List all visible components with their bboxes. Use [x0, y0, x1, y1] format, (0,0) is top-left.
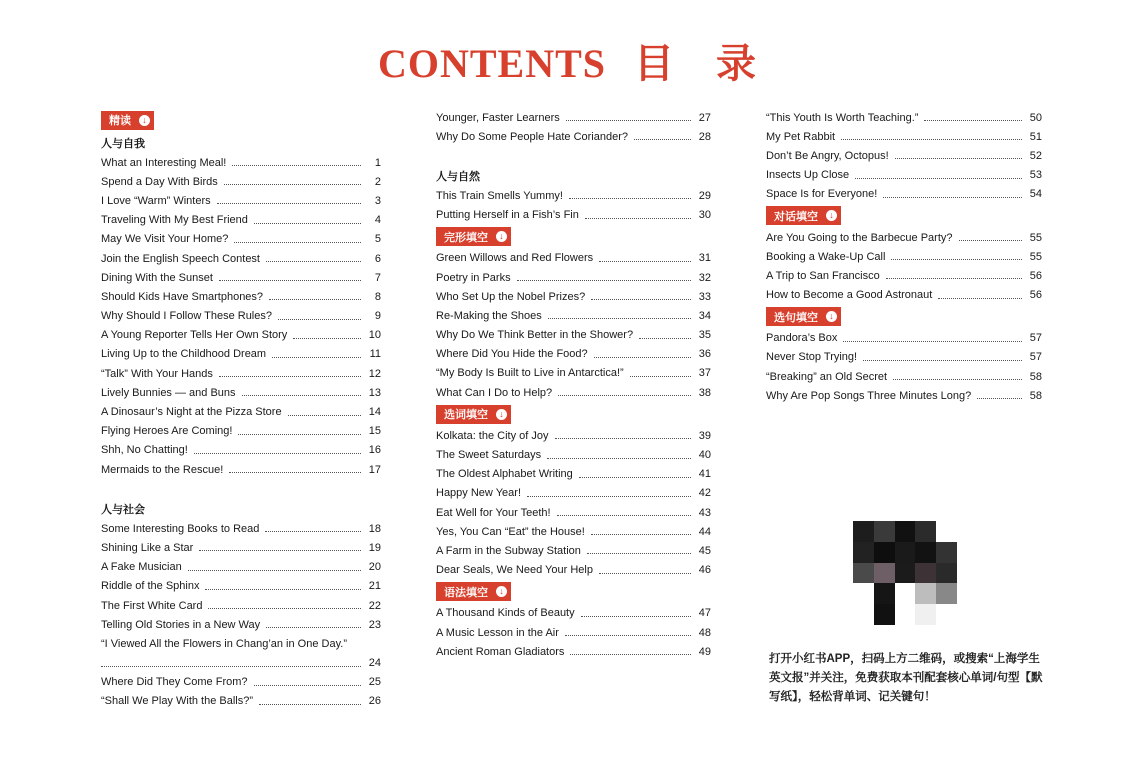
toc-entry[interactable]	[436, 326, 711, 345]
title-en: CONTENTS	[377, 41, 607, 86]
toc-entry-page: 10	[368, 329, 381, 342]
toc-entry-page: 2	[374, 175, 381, 188]
toc-column-1	[101, 108, 381, 711]
toc-entry[interactable]	[766, 166, 1042, 185]
section-badge-label	[766, 206, 841, 225]
section-badge-label	[436, 227, 511, 246]
toc-entry-page: 58	[1029, 389, 1042, 402]
toc-entry-page: 57	[1029, 351, 1042, 364]
toc-entry-title: Ancient Roman Gladiators	[436, 645, 565, 658]
toc-entry[interactable]	[101, 249, 381, 268]
toc-entry-title: Some Interesting Books to Read	[101, 522, 260, 535]
toc-entry-title: Telling Old Stories in a New Way	[101, 618, 261, 631]
dot-leader	[188, 570, 361, 571]
toc-entry[interactable]	[766, 348, 1042, 367]
toc-entry[interactable]	[101, 615, 381, 634]
toc-entry-page: 57	[1029, 332, 1042, 345]
toc-entry[interactable]	[766, 266, 1042, 285]
dot-leader	[547, 458, 691, 459]
toc-entry[interactable]	[766, 108, 1042, 127]
toc-entry-page: 3	[374, 194, 381, 207]
dot-leader	[199, 550, 361, 551]
dot-leader	[254, 685, 361, 686]
dot-leader	[895, 158, 1022, 159]
toc-entry-title: Traveling With My Best Friend	[101, 214, 248, 227]
toc-entry-title: What an Interesting Meal!	[101, 156, 227, 169]
toc-entry[interactable]	[766, 247, 1042, 266]
toc-entry-page: 22	[368, 599, 381, 612]
section-badge	[766, 305, 1042, 329]
dot-leader	[272, 357, 361, 358]
toc-entry-page: 38	[698, 386, 711, 399]
dot-leader	[266, 261, 361, 262]
toc-entry[interactable]	[101, 519, 381, 538]
toc-entry[interactable]	[101, 538, 381, 557]
toc-entry-title: Join the English Speech Contest	[101, 252, 260, 265]
dot-leader	[293, 338, 361, 339]
toc-entry-page: 45	[698, 544, 711, 557]
toc-entry-page: 34	[698, 309, 711, 322]
toc-entry[interactable]	[436, 465, 711, 484]
toc-entry[interactable]	[436, 206, 711, 225]
dot-leader	[893, 379, 1022, 380]
toc-entry[interactable]	[766, 185, 1042, 204]
toc-entry[interactable]	[436, 186, 711, 205]
toc-entry-title: Why Do We Think Better in the Shower?	[436, 329, 634, 342]
toc-entry-title: Shh, No Chatting!	[101, 444, 188, 457]
dot-leader	[269, 299, 361, 300]
section-badge-text: 语法填空	[444, 586, 488, 599]
title-cn: 目 录	[634, 41, 773, 86]
toc-entry-page: 27	[698, 111, 711, 124]
toc-entry[interactable]	[101, 287, 381, 306]
toc-entry-title: Where Did You Hide the Food?	[436, 348, 588, 361]
section-badge-text: 完形填空	[444, 231, 488, 244]
toc-entry[interactable]	[101, 326, 381, 345]
toc-entry-page: 41	[698, 468, 711, 481]
toc-entry[interactable]	[766, 228, 1042, 247]
toc-entry-title: “This Youth Is Worth Teaching.”	[766, 111, 919, 124]
toc-entry[interactable]	[101, 307, 381, 326]
toc-entry-page: 5	[374, 233, 381, 246]
toc-entry-page: 51	[1029, 130, 1042, 143]
toc-entry[interactable]	[101, 383, 381, 402]
dot-leader	[639, 338, 691, 339]
section-badge-label	[436, 405, 511, 424]
toc-entry-page: 18	[368, 522, 381, 535]
dot-leader	[548, 318, 691, 319]
toc-entry-title: Riddle of the Sphinx	[101, 580, 200, 593]
spacer	[436, 146, 711, 165]
toc-entry-page: 55	[1029, 250, 1042, 263]
toc-entry-title: A Music Lesson in the Air	[436, 626, 559, 639]
dot-leader	[569, 198, 691, 199]
toc-entry[interactable]	[436, 503, 711, 522]
dot-leader	[566, 120, 691, 121]
toc-entry[interactable]	[436, 127, 711, 146]
toc-entry-title: Happy New Year!	[436, 487, 521, 500]
toc-entry-page: 15	[368, 425, 381, 438]
dot-leader	[591, 299, 691, 300]
toc-entry[interactable]	[436, 604, 711, 623]
toc-entry[interactable]	[101, 596, 381, 615]
toc-entry[interactable]	[436, 268, 711, 287]
toc-entry[interactable]	[101, 402, 381, 421]
toc-entry-page: 19	[368, 541, 381, 554]
section-badge-label	[436, 582, 511, 601]
toc-entry-page: 6	[374, 252, 381, 265]
toc-entry[interactable]	[766, 386, 1042, 405]
toc-entry-page: 30	[698, 209, 711, 222]
toc-entry-page: 35	[698, 329, 711, 342]
toc-entry-title: Lively Bunnies — and Buns	[101, 386, 236, 399]
toc-entry-page: 37	[698, 367, 711, 380]
toc-entry-title: Are You Going to the Barbecue Party?	[766, 231, 953, 244]
toc-entry-title: How to Become a Good Astronaut	[766, 289, 933, 302]
toc-entry[interactable]	[101, 673, 381, 692]
toc-entry-title: Insects Up Close	[766, 169, 850, 182]
toc-entry[interactable]	[101, 654, 381, 673]
toc-entry-page: 16	[368, 444, 381, 457]
toc-entry[interactable]	[766, 286, 1042, 305]
toc-entry-title: Poetry in Parks	[436, 271, 511, 284]
toc-entry[interactable]	[436, 484, 711, 503]
toc-entry-page: 47	[698, 607, 711, 620]
toc-entry-page: 4	[374, 214, 381, 227]
section-badge-text: 选词填空	[444, 409, 488, 422]
toc-entry-page: 46	[698, 564, 711, 577]
toc-entry[interactable]	[766, 367, 1042, 386]
toc-entry-title: Yes, You Can “Eat” the House!	[436, 525, 585, 538]
dot-leader	[242, 395, 361, 396]
toc-column-3	[766, 108, 1042, 405]
dot-leader	[883, 197, 1022, 198]
toc-entry[interactable]	[436, 522, 711, 541]
toc-entry[interactable]	[101, 692, 381, 711]
section-badge	[101, 108, 381, 132]
dot-leader	[558, 395, 691, 396]
toc-entry-title: The Sweet Saturdays	[436, 449, 542, 462]
dot-leader	[599, 261, 691, 262]
toc-entry-page: 20	[368, 561, 381, 574]
section-badge-text: 对话填空	[774, 210, 818, 223]
toc-entry[interactable]	[766, 127, 1042, 146]
qr-caption: 打开小红书APP，扫码上方二维码，或搜索“上海学生英文报”并关注，免费获取本刊配套核心单词/句型【默写纸】，轻松背单词、记关键句！	[769, 653, 1043, 703]
toc-entry-title: Who Set Up the Nobel Prizes?	[436, 290, 586, 303]
toc-entry[interactable]	[101, 634, 381, 653]
arrow-down-icon: ↓	[496, 231, 507, 242]
toc-entry-title: Mermaids to the Rescue!	[101, 463, 224, 476]
toc-entry-title: “Shall We Play With the Balls?”	[101, 695, 254, 708]
toc-entry-title: My Pet Rabbit	[766, 130, 836, 143]
dot-leader	[938, 298, 1022, 299]
toc-entry-title: This Train Smells Yummy!	[436, 189, 563, 202]
toc-entry-title: A Thousand Kinds of Beauty	[436, 607, 575, 620]
toc-entry-title: Flying Heroes Are Coming!	[101, 425, 233, 438]
toc-entry-title: What Can I Do to Help?	[436, 386, 553, 399]
toc-entry[interactable]	[101, 211, 381, 230]
category-heading: 人与社会	[101, 503, 145, 516]
dot-leader	[229, 472, 361, 473]
dot-leader	[278, 319, 361, 320]
dot-leader	[959, 240, 1022, 241]
toc-entry[interactable]	[436, 623, 711, 642]
dot-leader	[234, 242, 361, 243]
toc-entry[interactable]	[766, 146, 1042, 165]
toc-entry[interactable]	[436, 345, 711, 364]
dot-leader	[265, 531, 361, 532]
dot-leader	[208, 608, 361, 609]
toc-entry-title: Eat Well for Your Teeth!	[436, 506, 551, 519]
toc-column-2	[436, 108, 711, 661]
toc-entry-title: Dining With the Sunset	[101, 271, 213, 284]
category-heading: 人与自然	[436, 170, 480, 183]
toc-entry-title: Shining Like a Star	[101, 541, 194, 554]
toc-entry[interactable]	[436, 108, 711, 127]
toc-entry-page: 43	[698, 506, 711, 519]
toc-entry-title: Pandora’s Box	[766, 332, 838, 345]
toc-entry-page: 28	[698, 130, 711, 143]
toc-entry-page: 11	[369, 348, 381, 361]
toc-entry-page: 1	[374, 156, 381, 169]
toc-entry-page: 56	[1029, 289, 1042, 302]
toc-entry[interactable]	[436, 445, 711, 464]
toc-entry[interactable]	[436, 383, 711, 402]
category-heading: 人与自我	[101, 137, 145, 150]
dot-leader	[630, 376, 691, 377]
toc-entry-page: 55	[1029, 231, 1042, 244]
toc-entry-page: 33	[698, 290, 711, 303]
toc-entry[interactable]	[436, 287, 711, 306]
dot-leader	[557, 515, 691, 516]
toc-entry-title: Re-Making the Shoes	[436, 309, 542, 322]
toc-entry-title: A Dinosaur’s Night at the Pizza Store	[101, 406, 282, 419]
dot-leader	[527, 496, 691, 497]
toc-entry-page: 56	[1029, 269, 1042, 282]
section-badge	[436, 580, 711, 604]
toc-entry-page: 8	[374, 290, 381, 303]
arrow-down-icon: ↓	[826, 311, 837, 322]
dot-leader	[570, 654, 691, 655]
dot-leader	[891, 259, 1022, 260]
toc-entry-title: Green Willows and Red Flowers	[436, 252, 594, 265]
dot-leader	[843, 341, 1022, 342]
dot-leader	[266, 627, 361, 628]
toc-entry-page: 9	[374, 310, 381, 323]
toc-entry-title: “My Body Is Built to Live in Antarctica!”	[436, 367, 624, 380]
section-badge-text: 精读	[109, 115, 131, 127]
toc-entry[interactable]	[436, 426, 711, 445]
toc-entry-page: 24	[368, 657, 381, 670]
dot-leader	[217, 203, 361, 204]
toc-entry-title: Why Do Some People Hate Coriander?	[436, 130, 628, 143]
toc-entry[interactable]	[101, 345, 381, 364]
toc-entry-title: Dear Seals, We Need Your Help	[436, 564, 593, 577]
toc-entry-page: 12	[368, 367, 381, 380]
toc-entry-page: 26	[368, 695, 381, 708]
toc-entry-title: Why Are Pop Songs Three Minutes Long?	[766, 389, 972, 402]
toc-entry-title: “I Viewed All the Flowers in Chang’an in One Day.”	[101, 637, 347, 650]
dot-leader	[194, 453, 361, 454]
toc-entry-page: 25	[368, 676, 381, 689]
toc-entry[interactable]	[101, 460, 381, 479]
dot-leader	[288, 415, 361, 416]
toc-entry-title: I Love “Warm” Winters	[101, 194, 211, 207]
dot-leader	[579, 477, 691, 478]
toc-entry-page: 53	[1029, 169, 1042, 182]
toc-entry-title: Why Should I Follow These Rules?	[101, 310, 272, 323]
dot-leader	[855, 178, 1022, 179]
toc-entry-title: The First White Card	[101, 599, 203, 612]
dot-leader	[517, 280, 691, 281]
toc-entry-title: “Breaking” an Old Secret	[766, 370, 888, 383]
toc-entry[interactable]	[101, 191, 381, 210]
toc-entry[interactable]	[436, 249, 711, 268]
section-badge-label	[766, 307, 841, 326]
toc-entry-page: 31	[698, 252, 711, 265]
toc-entry-title: Space Is for Everyone!	[766, 188, 878, 201]
section-badge	[436, 402, 711, 426]
dot-leader	[224, 184, 361, 185]
toc-entry-page: 14	[368, 406, 381, 419]
toc-entry-page: 49	[698, 645, 711, 658]
toc-entry-page: 50	[1029, 111, 1042, 124]
toc-entry[interactable]	[101, 172, 381, 191]
toc-entry[interactable]	[101, 422, 381, 441]
toc-entry-page: 44	[698, 525, 711, 538]
dot-leader	[101, 666, 361, 667]
dot-leader	[634, 139, 691, 140]
toc-entry-page: 32	[698, 271, 711, 284]
dot-leader	[565, 635, 691, 636]
toc-entry-title: “Talk” With Your Hands	[101, 367, 213, 380]
toc-entry[interactable]	[101, 230, 381, 249]
toc-entry[interactable]	[436, 561, 711, 580]
dot-leader	[886, 278, 1022, 279]
dot-leader	[594, 357, 691, 358]
dot-leader	[599, 573, 691, 574]
dot-leader	[587, 553, 691, 554]
toc-entry-title: A Farm in the Subway Station	[436, 544, 581, 557]
dot-leader	[555, 438, 692, 439]
toc-entry-page: 40	[698, 449, 711, 462]
toc-entry-title: The Oldest Alphabet Writing	[436, 468, 573, 481]
toc-entry-title: A Trip to San Francisco	[766, 269, 880, 282]
toc-entry-page: 23	[368, 618, 381, 631]
toc-entry-title: Putting Herself in a Fish’s Fin	[436, 209, 579, 222]
toc-entry-title: Kolkata: the City of Joy	[436, 429, 549, 442]
toc-entry[interactable]	[101, 577, 381, 596]
toc-entry-page: 58	[1029, 370, 1042, 383]
toc-entry-title: Where Did They Come From?	[101, 676, 248, 689]
spacer	[101, 479, 381, 498]
toc-entry-page: 52	[1029, 149, 1042, 162]
toc-entry-page: 29	[698, 189, 711, 202]
toc-entry-title: Spend a Day With Birds	[101, 175, 218, 188]
section-badge-label	[101, 111, 154, 130]
dot-leader	[841, 139, 1022, 140]
section-badge-text: 选句填空	[774, 311, 818, 324]
dot-leader	[219, 280, 361, 281]
arrow-down-icon: ↓	[496, 409, 507, 420]
toc-entry[interactable]	[436, 364, 711, 383]
toc-entry[interactable]	[101, 364, 381, 383]
qr-code-image	[853, 521, 957, 625]
toc-entry-page: 39	[698, 429, 711, 442]
toc-entry-title: Living Up to the Childhood Dream	[101, 348, 267, 361]
toc-entry-page: 48	[698, 626, 711, 639]
section-badge	[436, 225, 711, 249]
toc-entry[interactable]	[101, 441, 381, 460]
toc-entry-page: 7	[374, 271, 381, 284]
toc-entry-page: 36	[698, 348, 711, 361]
arrow-down-icon: ↓	[139, 115, 150, 126]
toc-entry-title: Never Stop Trying!	[766, 351, 858, 364]
dot-leader	[219, 376, 361, 377]
toc-entry-page: 17	[368, 463, 381, 476]
dot-leader	[259, 704, 361, 705]
dot-leader	[977, 398, 1022, 399]
toc-entry[interactable]	[101, 558, 381, 577]
dot-leader	[254, 223, 361, 224]
toc-entry-title: Don’t Be Angry, Octopus!	[766, 149, 889, 162]
toc-entry-page: 42	[698, 487, 711, 500]
toc-entry-title: Younger, Faster Learners	[436, 111, 560, 124]
dot-leader	[205, 589, 361, 590]
page-title	[0, 32, 1126, 89]
toc-entry[interactable]	[101, 268, 381, 287]
dot-leader	[238, 434, 361, 435]
toc-entry-title: A Young Reporter Tells Her Own Story	[101, 329, 288, 342]
toc-entry[interactable]	[436, 642, 711, 661]
toc-entry-page: 21	[368, 580, 381, 593]
arrow-down-icon: ↓	[496, 586, 507, 597]
dot-leader	[863, 360, 1022, 361]
toc-entry-title: Booking a Wake-Up Call	[766, 250, 886, 263]
toc-entry[interactable]	[766, 329, 1042, 348]
toc-entry[interactable]	[101, 153, 381, 172]
dot-leader	[924, 120, 1022, 121]
toc-entry-page: 13	[368, 386, 381, 399]
dot-leader	[591, 534, 691, 535]
toc-entry-title: May We Visit Your Home?	[101, 233, 229, 246]
toc-entry-title: A Fake Musician	[101, 561, 182, 574]
dot-leader	[585, 218, 691, 219]
toc-entry[interactable]	[436, 306, 711, 325]
toc-entry[interactable]	[436, 541, 711, 560]
toc-entry-title: Should Kids Have Smartphones?	[101, 290, 264, 303]
dot-leader	[232, 165, 361, 166]
arrow-down-icon: ↓	[826, 210, 837, 221]
toc-entry-page: 54	[1029, 188, 1042, 201]
dot-leader	[581, 616, 691, 617]
section-badge	[766, 204, 1042, 228]
